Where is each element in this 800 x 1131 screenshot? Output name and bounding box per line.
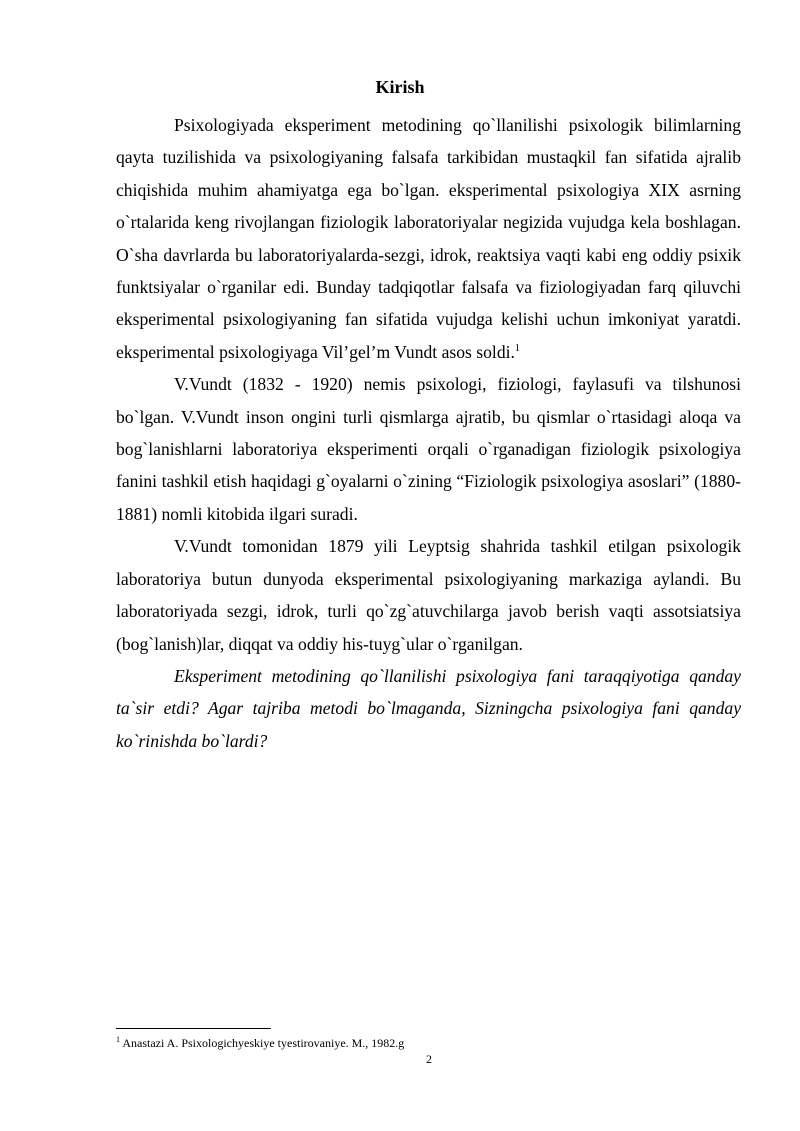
section-title: Kirish bbox=[375, 77, 425, 97]
footnote-separator bbox=[116, 1028, 271, 1029]
paragraph-3: V.Vundt tomonidan 1879 yili Leyptsig shahrida tashkil etilgan psixologik laboratoriya butun dunyoda eksperimental psixologiyaning markaziga aylandi. Bu laboratoriyada sezgi, idrok, turli qo`zg`atuvchilarga javob berish vaqti assotsiatsiya (bog`lanish)lar, diqqat va oddiy his-tuyg`ular o`rganilgan. bbox=[116, 536, 741, 654]
footnote-text: Anastazi A. Psixologichyeskiye tyestirovaniye. M., 1982.g bbox=[122, 1036, 405, 1050]
paragraph-1 bbox=[116, 109, 741, 368]
page-number: 2 bbox=[426, 1052, 432, 1066]
question-paragraph: Eksperiment metodining qo`llanilishi psixologiya fani taraqqiyotiga qanday ta`sir etdi? Agar tajriba metodi bo`lmaganda, Sizningcha psixologiya fani qanday ko`rinishda bo`lardi? bbox=[116, 665, 741, 751]
document-body bbox=[116, 109, 741, 757]
paragraph-1-text: Psixologiyada eksperiment metodining qo`llanilishi psixologik bilimlarning qayta tuzilishida va psixologiyaning falsafa tarkibidan mustaqkil fan sifatida ajralib chiqishida muhim ahamiyatga ega bo`lgan. eksperimental psixologiya XIX asrning o`rtalarida keng rivojlangan fiziologik laboratoriyalar negizida vujudga kela boshlagan. O`sha davrlarda bu laboratoriyalarda-sezgi, idrok, reaktsiya vaqti kabi eng oddiy psixik funktsiyalar o`rganilar edi. Bunday tadqiqotlar falsafa va fiziologiyadan farq qiluvchi eksperimental psixologiyaning fan sifatida vujudga kelishi uchun imkoniyat yaratdi. eksperimental psixologiyaga Vil’gel’m Vundt asos soldi. bbox=[116, 115, 741, 362]
footnote-reference[interactable]: 1 bbox=[514, 342, 520, 354]
footnote bbox=[116, 1036, 404, 1050]
paragraph-2: V.Vundt (1832 - 1920) nemis psixologi, fiziologi, faylasufi va tilshunosi bo`lgan. V.Vundt inson ongini turli qismlarga ajratib, bu qismlar o`rtasidagi aloqa va bog`lanishlarni laboratoriya eksperimenti orqali o`rganadigan fiziologik psixologiya fanini tashkil etish haqidagi g`oyalarni o`zining “Fiziologik psixologiya asoslari” (1880-1881) nomli kitobida ilgari suradi. bbox=[116, 374, 741, 524]
footnote-number: 1 bbox=[116, 1035, 120, 1044]
